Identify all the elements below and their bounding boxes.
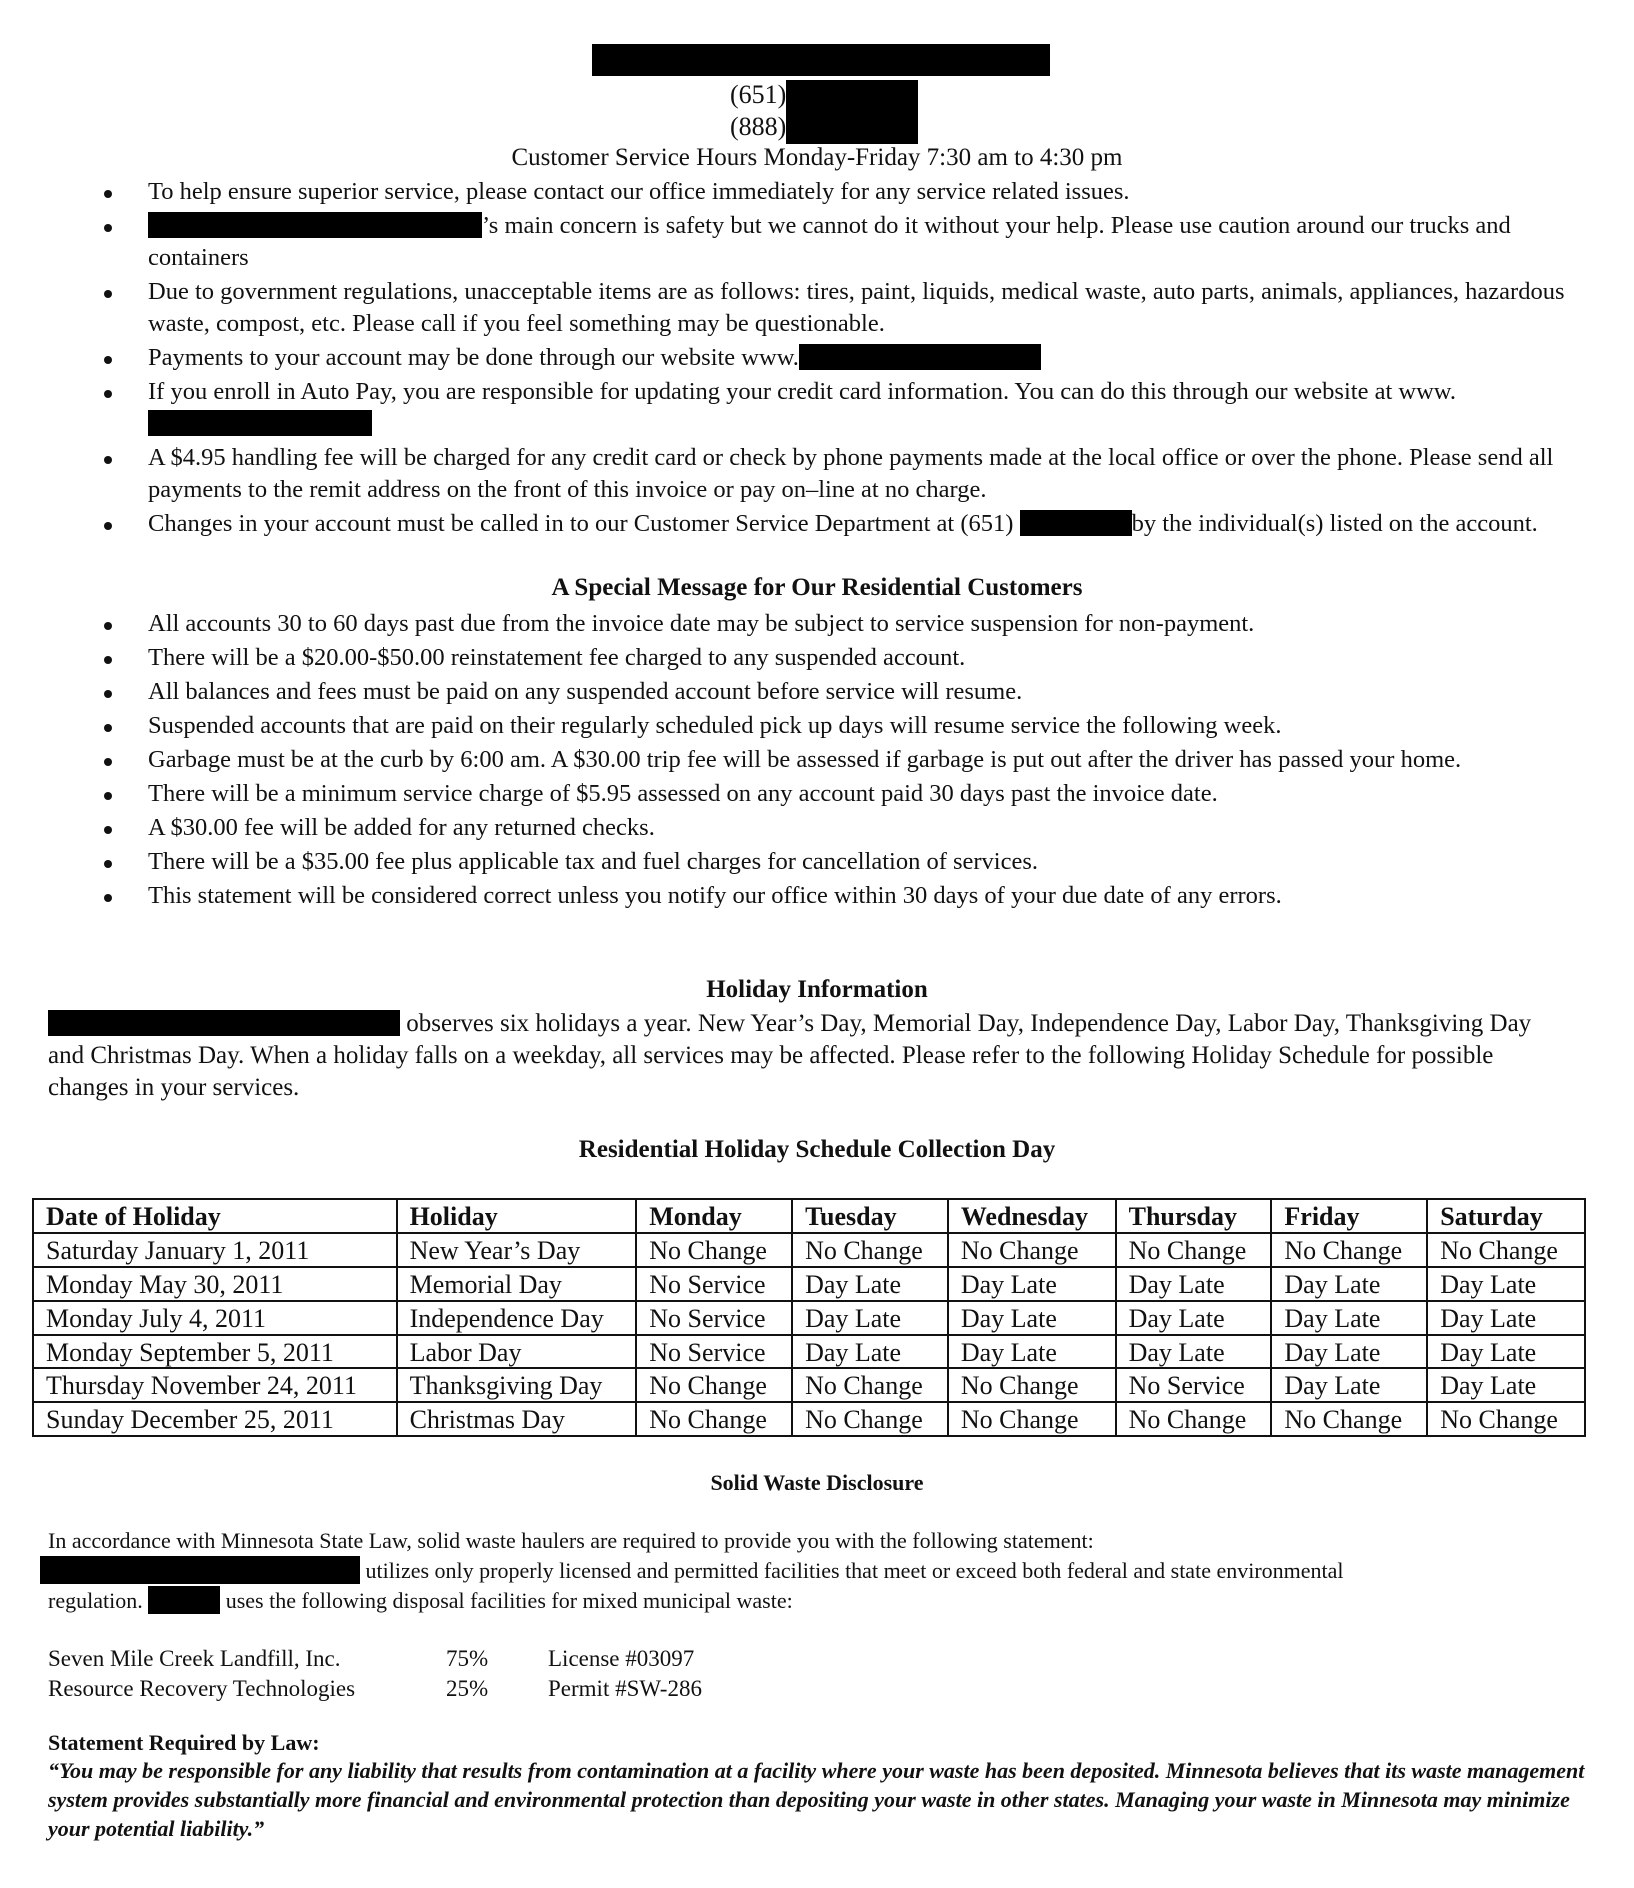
disclosure-text (40, 1526, 1560, 1616)
table-cell: Day Late (792, 1301, 948, 1335)
list-item: There will be a $35.00 fee plus applicable tax and fuel charges for cancellation of services. (0, 846, 1588, 878)
redacted-company-name (148, 212, 482, 238)
table-cell: Saturday January 1, 2011 (33, 1233, 397, 1267)
column-header: Monday (636, 1199, 792, 1233)
table-cell: Day Late (1271, 1301, 1427, 1335)
column-header: Friday (1271, 1199, 1427, 1233)
table-cell: No Change (636, 1402, 792, 1436)
list-item: Garbage must be at the curb by 6:00 am. A $30.00 trip fee will be assessed if garbage is put out after the driver has passed your home. (0, 744, 1588, 776)
list-item: A $4.95 handling fee will be charged for any credit card or check by phone payments made at the local office or over the phone. Please send all payments to the remit address on the front of this invoice or pay on–line at no charge. (0, 442, 1588, 506)
redacted-website (799, 344, 1041, 370)
table-cell: Thursday November 24, 2011 (33, 1368, 397, 1402)
table-cell: No Service (636, 1301, 792, 1335)
column-header: Holiday (397, 1199, 637, 1233)
redacted-phone-number (786, 112, 918, 144)
list-item: This statement will be considered correct unless you notify our office within 30 days of your due date of any errors. (0, 880, 1588, 912)
table-cell: No Change (948, 1402, 1116, 1436)
table-cell: No Change (792, 1233, 948, 1267)
list-item: All accounts 30 to 60 days past due from the invoice date may be subject to service suspension for non-payment. (0, 608, 1588, 640)
disclosure-heading: Solid Waste Disclosure (710, 1470, 924, 1495)
law-statement-title: Statement Required by Law: (48, 1730, 320, 1755)
table-row (33, 1368, 1585, 1402)
list-item: There will be a $20.00-$50.00 reinstatement fee charged to any suspended account. (0, 642, 1588, 674)
column-header: Tuesday (792, 1199, 948, 1233)
redacted-phone-number (1020, 510, 1132, 536)
redacted-phone-number (786, 80, 918, 112)
facility-share: 25% (446, 1676, 489, 1701)
table-cell: No Change (948, 1368, 1116, 1402)
table-cell: No Change (636, 1233, 792, 1267)
redacted-company-name (40, 1556, 360, 1584)
table-cell: No Change (1116, 1402, 1272, 1436)
list-item: Suspended accounts that are paid on their regularly scheduled pick up days will resume service the following week. (0, 710, 1588, 742)
phone-line-2 (730, 112, 918, 144)
table-cell: Memorial Day (397, 1267, 637, 1301)
table-cell: No Service (636, 1335, 792, 1369)
table-cell: Independence Day (397, 1301, 637, 1335)
table-cell: Monday May 30, 2011 (33, 1267, 397, 1301)
facility-name: Seven Mile Creek Landfill, Inc. (48, 1646, 341, 1671)
table-cell: Day Late (1271, 1267, 1427, 1301)
table-row (33, 1233, 1585, 1267)
list-item: If you enroll in Auto Pay, you are responsible for updating your credit card information. You can do this through our website at www. (0, 376, 1588, 440)
table-cell: Day Late (1427, 1301, 1585, 1335)
table-cell: Day Late (948, 1301, 1116, 1335)
table-cell: No Change (1427, 1233, 1585, 1267)
facility-name: Resource Recovery Technologies (48, 1676, 356, 1701)
residential-notice-list (0, 608, 1588, 912)
table-cell: No Change (792, 1402, 948, 1436)
phone-area-code: (651) (730, 80, 787, 109)
disclosure-line: regulation. uses the following disposal facilities for mixed municipal waste: (48, 1588, 793, 1613)
redacted-company-name (592, 44, 1050, 76)
facility-share: 75% (446, 1646, 489, 1671)
law-statement-quote: “You may be responsible for any liability that results from contamination at a facility where your waste has been deposited. Minnesota believes that its waste management system provides substantially more financial and environmental protection than depositing your waste in other states. Managing your waste in Minnesota may minimize your potential liability.” (48, 1758, 1585, 1841)
table-cell: No Service (1116, 1368, 1272, 1402)
phone-area-code: (888) (730, 112, 787, 141)
column-header: Wednesday (948, 1199, 1116, 1233)
table-row (33, 1267, 1585, 1301)
list-item: A $30.00 fee will be added for any returned checks. (0, 812, 1588, 844)
table-cell: Day Late (1427, 1368, 1585, 1402)
table-cell: Day Late (1271, 1335, 1427, 1369)
table-cell: Labor Day (397, 1335, 637, 1369)
general-notice-list (0, 176, 1588, 540)
table-cell: Day Late (1116, 1267, 1272, 1301)
table-cell: Day Late (948, 1267, 1116, 1301)
facility-license: License #03097 (548, 1646, 695, 1671)
list-item: There will be a minimum service charge of $5.95 assessed on any account paid 30 days past the invoice date. (0, 778, 1588, 810)
table-cell: Day Late (1271, 1368, 1427, 1402)
table-row (33, 1402, 1585, 1436)
table-cell: Monday July 4, 2011 (33, 1301, 397, 1335)
table-cell: Day Late (1427, 1335, 1585, 1369)
table-cell: Day Late (1116, 1301, 1272, 1335)
list-item: ’s main concern is safety but we cannot do it without your help. Please use caution around our trucks and containers (0, 210, 1588, 274)
list-item: To help ensure superior service, please contact our office immediately for any service related issues. (0, 176, 1588, 208)
column-header: Thursday (1116, 1199, 1272, 1233)
phone-line-1 (730, 80, 918, 112)
column-header: Saturday (1427, 1199, 1585, 1233)
table-cell: No Change (948, 1233, 1116, 1267)
holiday-paragraph: observes six holidays a year. New Year’s Day, Memorial Day, Independence Day, Labor Day, Thanksgiving Day and Christmas Day. When a holiday falls on a weekday, all services may be affected. Please refer to the following Holiday Schedule for possible changes in your services. (48, 1010, 1532, 1101)
redacted-company-name (48, 1010, 400, 1036)
residential-heading: A Special Message for Our Residential Customers (551, 574, 1083, 601)
table-cell: Sunday December 25, 2011 (33, 1402, 397, 1436)
table-cell: Christmas Day (397, 1402, 637, 1436)
table-header-row (33, 1199, 1585, 1233)
table-cell: Monday September 5, 2011 (33, 1335, 397, 1369)
table-cell: No Change (1116, 1233, 1272, 1267)
table-cell: No Change (1271, 1233, 1427, 1267)
table-cell: Day Late (1427, 1267, 1585, 1301)
table-row (33, 1335, 1585, 1369)
disclosure-line: utilizes only properly licensed and permitted facilities that meet or exceed both federal and state environmental (40, 1556, 1560, 1586)
list-item: Changes in your account must be called in to our Customer Service Department at (651) by the individual(s) listed on the account. (0, 508, 1588, 540)
table-cell: Day Late (792, 1267, 948, 1301)
holiday-schedule-table (32, 1198, 1586, 1437)
list-item: Payments to your account may be done through our website www. (0, 342, 1588, 374)
list-item: Due to government regulations, unacceptable items are as follows: tires, paint, liquids, medical waste, auto parts, animals, appliances, hazardous waste, compost, etc. Please call if you feel something may be questionable. (0, 276, 1588, 340)
holiday-heading: Holiday Information (706, 976, 928, 1003)
table-cell: No Change (1271, 1402, 1427, 1436)
table-cell: Day Late (948, 1335, 1116, 1369)
table-row (33, 1301, 1585, 1335)
table-cell: Day Late (1116, 1335, 1272, 1369)
table-cell: Day Late (792, 1335, 948, 1369)
schedule-heading: Residential Holiday Schedule Collection Day (578, 1136, 1056, 1163)
redacted-company-name (148, 1586, 220, 1614)
disclosure-intro: In accordance with Minnesota State Law, solid waste haulers are required to provide you with the following statement: (48, 1528, 1094, 1553)
customer-service-hours: Customer Service Hours Monday-Friday 7:30 am to 4:30 pm (511, 144, 1123, 171)
redacted-website (148, 410, 372, 436)
table-cell: No Change (1427, 1402, 1585, 1436)
table-cell: No Service (636, 1267, 792, 1301)
column-header: Date of Holiday (33, 1199, 397, 1233)
table-cell: No Change (636, 1368, 792, 1402)
list-item: All balances and fees must be paid on any suspended account before service will resume. (0, 676, 1588, 708)
facility-license: Permit #SW-286 (548, 1676, 702, 1701)
table-cell: New Year’s Day (397, 1233, 637, 1267)
table-cell: Thanksgiving Day (397, 1368, 637, 1402)
table-cell: No Change (792, 1368, 948, 1402)
